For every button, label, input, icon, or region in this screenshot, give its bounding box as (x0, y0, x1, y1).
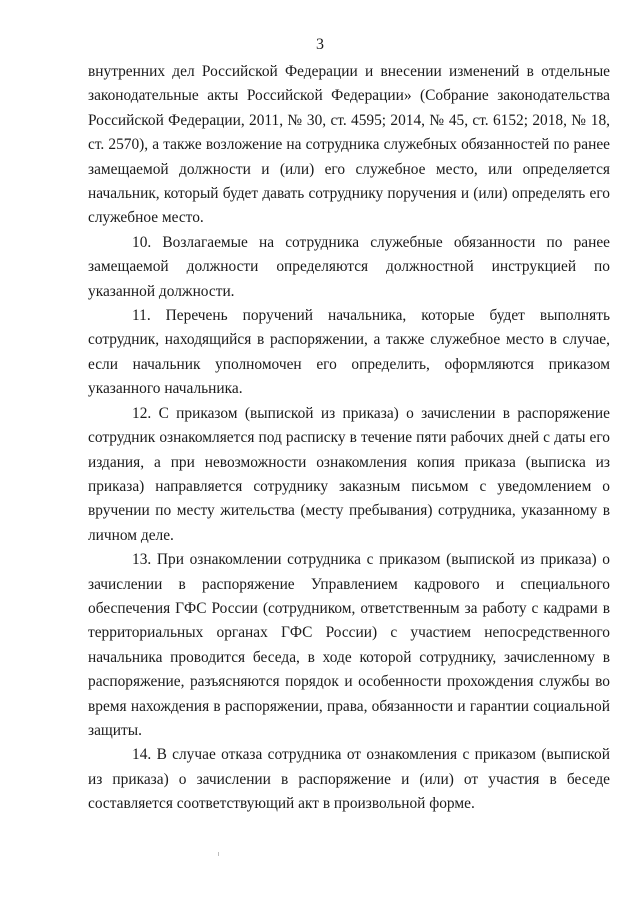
scan-speck (218, 852, 219, 856)
paragraph-14: 14. В случае отказа сотрудника от ознакомления с приказом (выпиской из приказа) о зачислении в распоряжение и (или) от участия в беседе составляется соответствующий акт в произвольной форме. (88, 746, 610, 813)
paragraph-13: 13. При ознакомлении сотрудника с приказом (выпиской из приказа) о зачислении в распоряжение Управлением кадрового и специального обеспечения ГФС России (сотрудником, ответственным за работу с кадрами в территориальных органах ГФС России) с участием непосредственного начальника проводится беседа, в ходе которой сотруднику, зачисленному в распоряжение, разъясняются порядок и особенности прохождения службы во время нахождения в распоряжении, права, обязанности и гарантии социальной защиты. (88, 551, 610, 739)
page-number: 3 (316, 36, 324, 53)
document-body (88, 60, 610, 817)
paragraph-continuation: внутренних дел Российской Федерации и внесении изменений в отдельные законодательные акты Российской Федерации» (Собрание законодательства Российской Федерации, 2011, № 30, ст. 4595; 2014, № 45, ст. 6152; 2018, № 18, ст. 2570), а также возложение на сотрудника служебных обязанностей по ранее замещаемой должности и (или) его служебное место, или определяется начальник, который будет давать сотруднику поручения и (или) определять его служебное место. (88, 63, 610, 227)
paragraph-10: 10. Возлагаемые на сотрудника служебные обязанности по ранее замещаемой должности определяются должностной инструкцией по указанной должности. (88, 233, 610, 300)
paragraph-12: 12. С приказом (выпиской из приказа) о зачислении в распоряжение сотрудник ознакомляется под расписку в течение пяти рабочих дней с даты его издания, а при невозможности ознакомления копия приказа (выписка из приказа) направляется сотруднику заказным письмом с уведомлением о вручении по месту жительства (месту пребывания) сотрудника, указанному в личном деле. (88, 404, 610, 544)
paragraph-11: 11. Перечень поручений начальника, которые будет выполнять сотрудник, находящийся в распоряжении, а также служебное место в случае, если начальник уполномочен его определить, оформляются приказом указанного начальника. (88, 307, 610, 398)
